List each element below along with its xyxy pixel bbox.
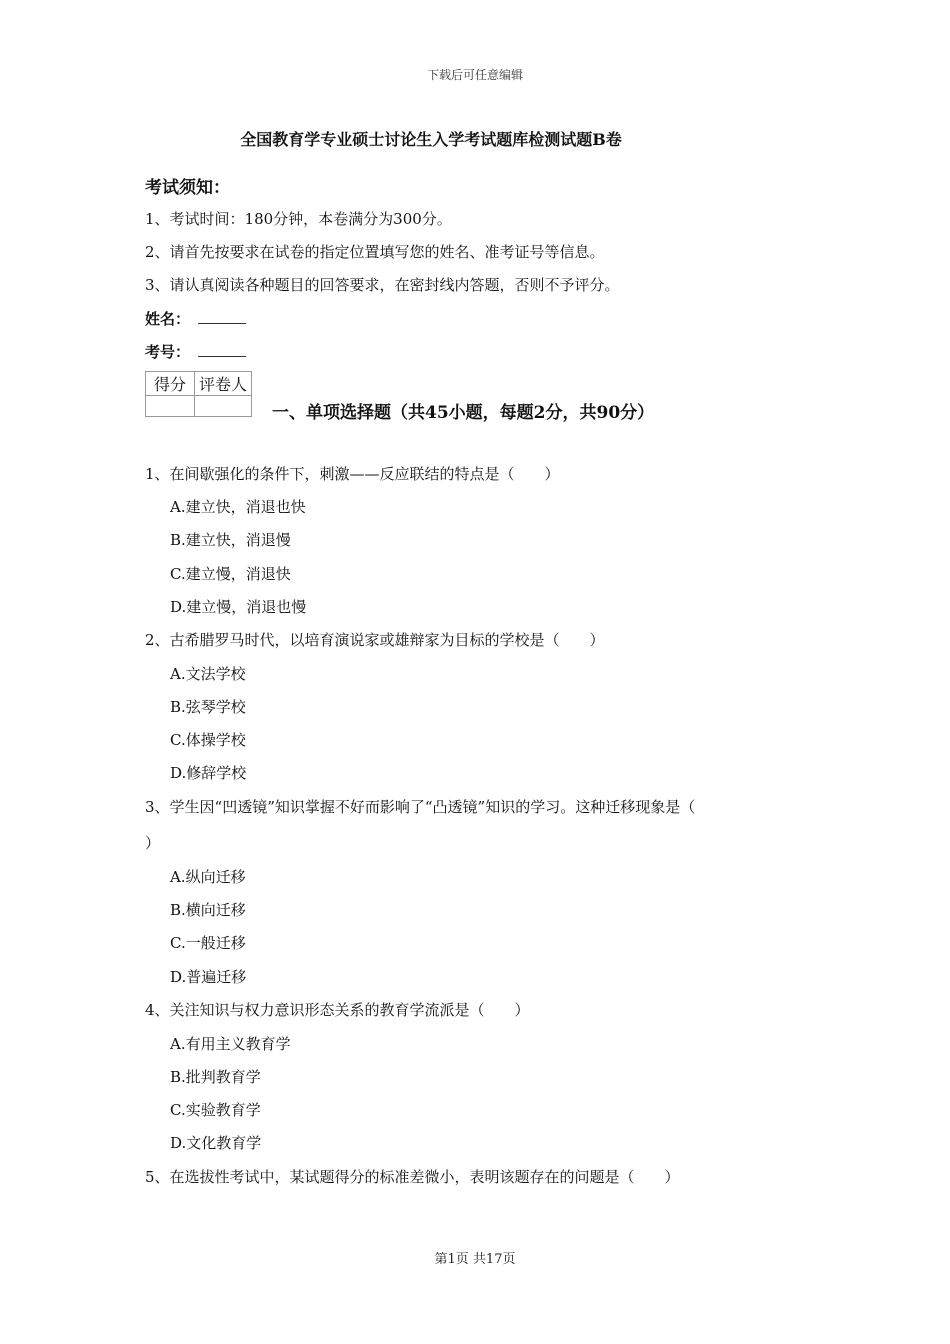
question-option: C.建立慢，消退快 xyxy=(170,565,291,583)
document-title: 全国教育学专业硕士讨论生入学考试题库检测试题B卷 xyxy=(240,130,622,149)
question-option: C.一般迁移 xyxy=(170,934,246,952)
question-option: B.弦琴学校 xyxy=(170,698,246,716)
question-option: D.文化教育学 xyxy=(170,1134,262,1152)
question-stem: 4、关注知识与权力意识形态关系的教育学流派是（ ） xyxy=(145,1001,530,1019)
id-label: 考号： xyxy=(145,343,191,361)
name-field xyxy=(145,308,246,329)
question-option: A.纵向迁移 xyxy=(170,868,246,886)
notice-item: 1、考试时间：180分钟，本卷满分为300分。 xyxy=(145,210,452,228)
question-option: B.建立快，消退慢 xyxy=(170,531,291,549)
question-stem: 3、学生因“凹透镜”知识掌握不好而影响了“凸透镜”知识的学习。这种迁移现象是（ xyxy=(145,798,696,816)
question-stem: 1、在间歇强化的条件下，刺激——反应联结的特点是（ ） xyxy=(145,465,560,483)
score-header: 得分 xyxy=(146,372,195,396)
grader-header: 评卷人 xyxy=(195,372,252,396)
question-option: D.普遍迁移 xyxy=(170,968,247,986)
question-stem-continued: ） xyxy=(145,834,161,852)
score-cell xyxy=(146,396,195,417)
notice-item: 2、请首先按要求在试卷的指定位置填写您的姓名、准考证号等信息。 xyxy=(145,243,605,261)
exam-notice-heading: 考试须知： xyxy=(145,178,230,198)
name-blank xyxy=(198,309,246,324)
question-option: B.批判教育学 xyxy=(170,1068,261,1086)
question-option: C.体操学校 xyxy=(170,731,246,749)
section-title: 一、单项选择题（共45小题，每题2分，共90分） xyxy=(272,403,655,423)
name-label: 姓名： xyxy=(145,310,191,328)
question-stem: 2、古希腊罗马时代，以培育演说家或雄辩家为目标的学校是（ ） xyxy=(145,631,605,649)
question-option: D.建立慢，消退也慢 xyxy=(170,598,307,616)
question-stem: 5、在选拔性考试中，某试题得分的标准差微小，表明该题存在的问题是（ ） xyxy=(145,1168,680,1186)
question-option: A.文法学校 xyxy=(170,665,246,683)
question-option: A.建立快，消退也快 xyxy=(170,498,306,516)
question-option: D.修辞学校 xyxy=(170,764,247,782)
score-table xyxy=(145,371,252,417)
notice-item: 3、请认真阅读各种题目的回答要求，在密封线内答题，否则不予评分。 xyxy=(145,276,620,294)
id-blank xyxy=(198,342,246,357)
question-option: B.横向迁移 xyxy=(170,901,246,919)
question-option: C.实验教育学 xyxy=(170,1101,261,1119)
download-note: 下载后可任意编辑 xyxy=(426,68,523,82)
id-field xyxy=(145,341,246,362)
page-footer: 第1页 共17页 xyxy=(434,1252,516,1267)
grader-cell xyxy=(195,396,252,417)
question-option: A.有用主义教育学 xyxy=(170,1035,291,1053)
